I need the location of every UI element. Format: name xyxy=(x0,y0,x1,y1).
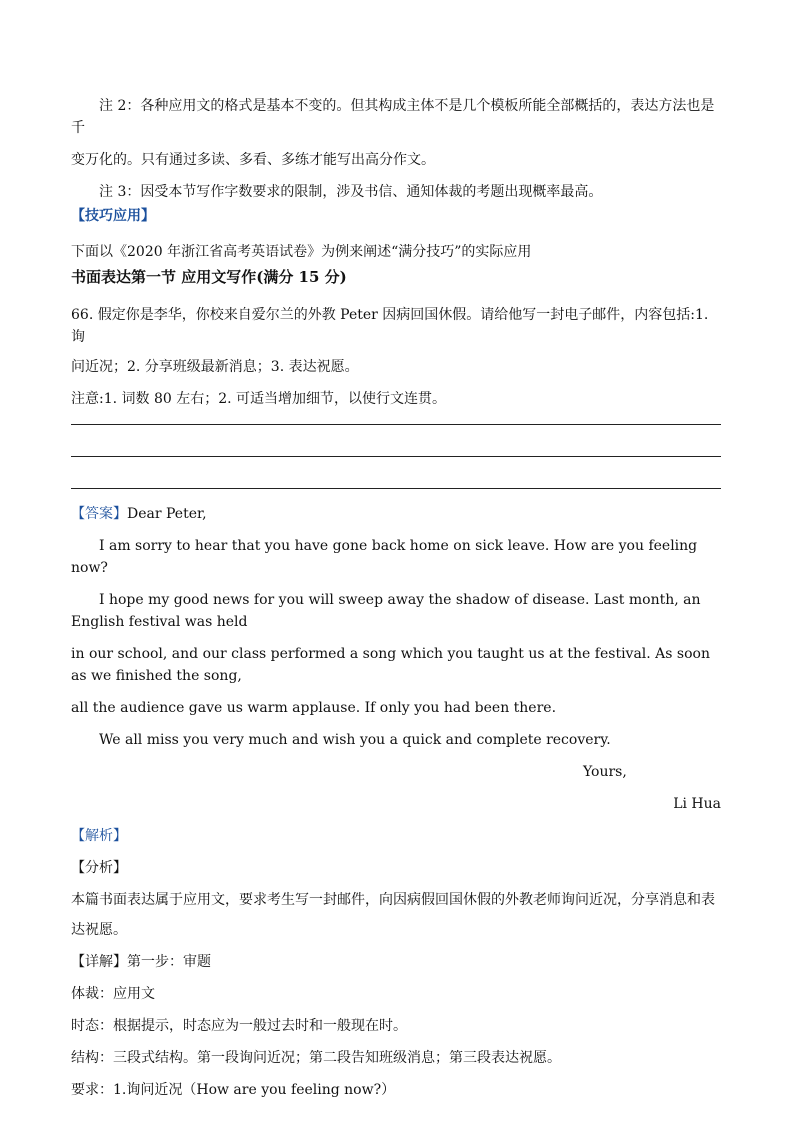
fenxi-line-1: 本篇书面表达属于应用文，要求考生写一封邮件，向因病假回国休假的外教老师询问近况，分享消息和表 xyxy=(71,892,715,908)
answer-para-3: We all miss you very much and wish you a quick and complete recovery. xyxy=(99,732,611,748)
detail-step: 第一步：审题 xyxy=(127,954,211,970)
requirement: 要求：1.询问近况（How are you feeling now?） xyxy=(71,1082,396,1098)
analysis-label: 【解析】 xyxy=(71,828,127,844)
answer-label: 【答案】 xyxy=(71,506,127,522)
answer-para-1: I am sorry to hear that you have gone back home on sick leave. How are you feeling now? xyxy=(71,538,698,576)
fenxi-line-2: 达祝愿。 xyxy=(71,922,127,938)
answer-line-2 xyxy=(71,456,721,457)
note-2-line-1: 注 2：各种应用文的格式是基本不变的。但其构成主体不是几个模板所能全部概括的，表达方法也是千 xyxy=(71,98,715,136)
answer-para-2-line-2: in our school, and our class performed a song which you taught us at the festival. As soon as we finished the song, xyxy=(71,646,710,684)
note-3: 注 3：因受本节写作字数要求的限制，涉及书信、通知体裁的考题出现概率最高。 xyxy=(99,184,603,200)
section-title: 书面表达第一节 应用文写作(满分 15 分) xyxy=(71,268,347,286)
section-heading: 【技巧应用】 xyxy=(71,208,155,224)
question-line-2: 问近况；2. 分享班级最新消息；3. 表达祝愿。 xyxy=(71,359,359,375)
detail-row xyxy=(71,951,721,973)
answer-para-2-line-3: all the audience gave us warm applause. If only you had been there. xyxy=(71,700,557,716)
answer-line-3 xyxy=(71,488,721,489)
document-page xyxy=(71,95,721,1101)
genre: 体裁：应用文 xyxy=(71,986,155,1002)
answer-signature: Li Hua xyxy=(673,796,721,812)
question-note: 注意:1. 词数 80 左右；2. 可适当增加细节，以使行文连贯。 xyxy=(71,391,447,407)
section-intro: 下面以《2020 年浙江省高考英语试卷》为例来阐述“满分技巧”的实际应用 xyxy=(71,244,532,260)
answer-closing: Yours, xyxy=(583,764,627,780)
answer-salutation-row xyxy=(71,503,721,525)
answer-para-2-line-1: I hope my good news for you will sweep away the shadow of disease. Last month, an English festival was held xyxy=(71,592,701,630)
structure: 结构：三段式结构。第一段询问近况；第二段告知班级消息；第三段表达祝愿。 xyxy=(71,1050,561,1066)
answer-line-1 xyxy=(71,424,721,425)
tense: 时态：根据提示，时态应为一般过去时和一般现在时。 xyxy=(71,1018,407,1034)
fenxi-label: 【分析】 xyxy=(71,860,127,876)
question-line-1: 66. 假定你是李华，你校来自爱尔兰的外教 Peter 因病回国休假。请给他写一封电子邮件，内容包括:1. 询 xyxy=(71,307,709,345)
answer-salutation: Dear Peter, xyxy=(127,506,207,522)
detail-label: 【详解】 xyxy=(71,954,127,970)
note-2-line-2: 变万化的。只有通过多读、多看、多练才能写出高分作文。 xyxy=(71,152,435,168)
